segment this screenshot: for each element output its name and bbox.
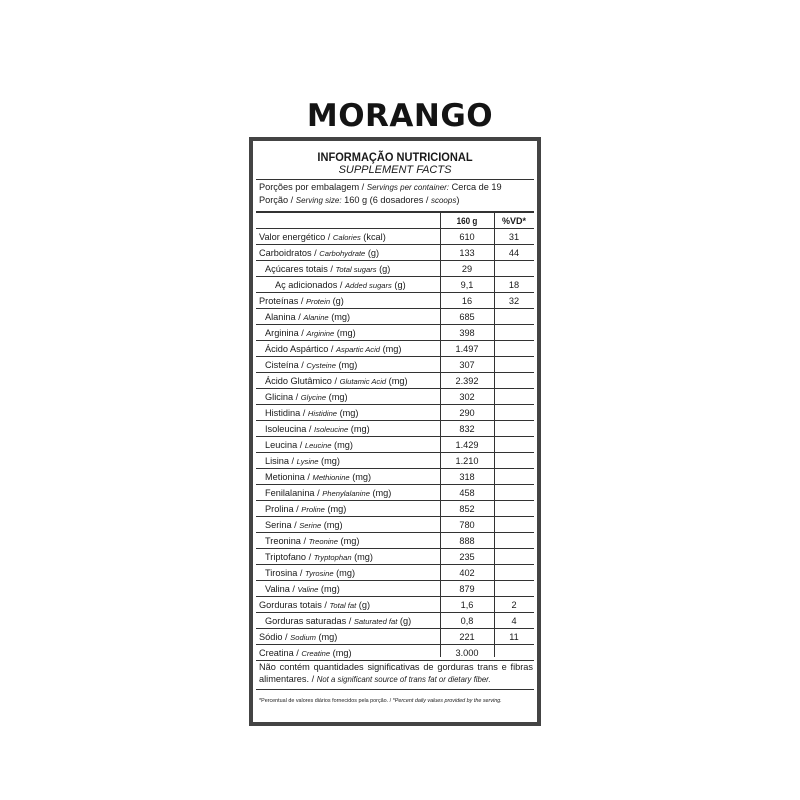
nutrient-amount: 2.392 <box>455 376 479 386</box>
servings-per-container: Porções por embalagem / Servings per container: Cerca de 19 <box>259 182 502 192</box>
nutrient-amount: 1,6 <box>460 600 474 610</box>
table-row <box>256 501 534 517</box>
nutrient-name: Gorduras totais / Total fat (g) <box>259 600 370 610</box>
table-row <box>256 565 534 581</box>
nutrient-amount: 235 <box>459 552 475 562</box>
nutrition-facts-table <box>249 137 541 726</box>
nutrient-amount: 133 <box>459 248 475 258</box>
nutrient-name: Aç adicionados / Added sugars (g) <box>275 280 406 290</box>
nutrient-amount: 888 <box>459 536 475 546</box>
table-row <box>256 261 534 277</box>
nutrient-amount: 0,8 <box>460 616 474 626</box>
nutrient-name: Alanina / Alanine (mg) <box>265 312 351 322</box>
table-row <box>256 485 534 501</box>
table-row <box>256 437 534 453</box>
nutrient-name: Carboidratos / Carbohydrate (g) <box>259 248 380 258</box>
table-row <box>256 373 534 389</box>
table-subtitle: SUPPLEMENT FACTS <box>338 164 452 176</box>
nutrient-daily-value: 44 <box>508 248 520 258</box>
nutrient-name: Sódio / Sodium (mg) <box>259 632 338 642</box>
serving-size: Porção / Serving size: 160 g (6 dosadores / scoops) <box>259 195 460 205</box>
nutrient-name: Triptofano / Tryptophan (mg) <box>265 552 373 562</box>
nutrient-amount: 302 <box>459 392 475 402</box>
table-row <box>256 277 534 293</box>
nutrient-amount: 318 <box>459 472 475 482</box>
table-title: INFORMAÇÃO NUTRICIONAL <box>317 150 473 164</box>
nutrient-name: Arginina / Arginine (mg) <box>265 328 356 338</box>
table-row <box>256 645 534 661</box>
nutrient-amount: 1.210 <box>455 456 479 466</box>
nutrient-amount: 610 <box>459 232 475 242</box>
nutrient-name: Tirosina / Tyrosine (mg) <box>265 568 355 578</box>
nutrient-name: Metionina / Methionine (mg) <box>265 472 372 482</box>
divider <box>256 689 534 690</box>
nutrient-daily-value: 4 <box>511 616 517 626</box>
nutrient-daily-value: 11 <box>509 632 519 642</box>
table-row <box>256 533 534 549</box>
table-row <box>256 341 534 357</box>
nutrient-name: Prolina / Proline (mg) <box>265 504 347 514</box>
nutrient-daily-value: 32 <box>508 296 520 306</box>
nutrient-amount: 780 <box>459 520 475 530</box>
nutrient-name: Cisteína / Cysteine (mg) <box>265 360 358 370</box>
table-row <box>256 549 534 565</box>
nutrient-amount: 3.000 <box>455 648 479 658</box>
nutrient-name: Ácido Aspártico / Aspartic Acid (mg) <box>265 344 402 354</box>
nutrient-daily-value: 31 <box>508 232 520 242</box>
table-row <box>256 613 534 629</box>
nutrient-amount: 29 <box>461 264 473 274</box>
table-row <box>256 453 534 469</box>
nutrient-amount: 458 <box>459 488 475 498</box>
nutrient-name: Lisina / Lysine (mg) <box>265 456 340 466</box>
nutrient-amount: 852 <box>459 504 475 514</box>
nutrient-amount: 402 <box>459 568 475 578</box>
nutrient-amount: 879 <box>459 584 475 594</box>
nutrient-name: Treonina / Treonine (mg) <box>265 536 360 546</box>
table-row <box>256 597 534 613</box>
table-row <box>256 405 534 421</box>
table-row <box>256 229 534 245</box>
nutrient-name: Leucina / Leucine (mg) <box>265 440 353 450</box>
nutrient-name: Proteínas / Protein (g) <box>259 296 344 306</box>
table-row <box>256 293 534 309</box>
nutrient-name: Fenilalanina / Phenylalanine (mg) <box>265 488 392 498</box>
trans-fat-note: Não contém quantidades significativas de gorduras trans e fibras alimentares. / Not a significant source of trans fat or dietary fiber. <box>259 662 533 684</box>
nutrient-daily-value: 2 <box>511 600 517 610</box>
nutrient-amount: 290 <box>459 408 475 418</box>
nutrient-amount: 16 <box>461 296 473 306</box>
nutrient-name: Serina / Serine (mg) <box>265 520 343 530</box>
table-row <box>256 517 534 533</box>
table-header-row <box>256 213 534 229</box>
table-row <box>256 325 534 341</box>
nutrient-amount: 1.429 <box>455 440 479 450</box>
table-row <box>256 421 534 437</box>
nutrient-name: Valina / Valine (mg) <box>265 584 340 594</box>
table-row <box>256 469 534 485</box>
nutrient-amount: 398 <box>459 328 475 338</box>
nutrient-amount: 221 <box>459 632 475 642</box>
nutrient-name: Creatina / Creatine (mg) <box>259 648 352 658</box>
column-header-amount: 160 g <box>456 216 478 226</box>
nutrient-amount: 832 <box>459 424 475 434</box>
table-row <box>256 309 534 325</box>
daily-value-footnote: *Percentual de valores diários fornecidos pela porção. / *Percent daily values provided by the serving. <box>259 698 502 704</box>
nutrient-name: Açúcares totais / Total sugars (g) <box>265 264 391 274</box>
nutrient-amount: 685 <box>459 312 475 322</box>
nutrient-amount: 307 <box>459 360 475 370</box>
table-row <box>256 389 534 405</box>
nutrient-name: Valor energético / Calories (kcal) <box>259 232 386 242</box>
nutrient-name: Isoleucina / Isoleucine (mg) <box>265 424 370 434</box>
nutrient-name: Ácido Glutâmico / Glutamic Acid (mg) <box>265 376 408 386</box>
table-row <box>256 245 534 261</box>
column-header-daily-value: %VD* <box>501 216 526 226</box>
nutrient-name: Histidina / Histidine (mg) <box>265 408 359 418</box>
table-row <box>256 357 534 373</box>
nutrient-daily-value: 18 <box>508 280 520 290</box>
flavor-title: MORANGO <box>306 98 494 134</box>
table-row <box>256 629 534 645</box>
nutrient-name: Glicina / Glycine (mg) <box>265 392 348 402</box>
divider <box>256 179 534 180</box>
table-row <box>256 581 534 597</box>
nutrient-amount: 9,1 <box>460 280 474 290</box>
nutrient-amount: 1.497 <box>455 344 479 354</box>
nutrient-name: Gorduras saturadas / Saturated fat (g) <box>265 616 412 626</box>
